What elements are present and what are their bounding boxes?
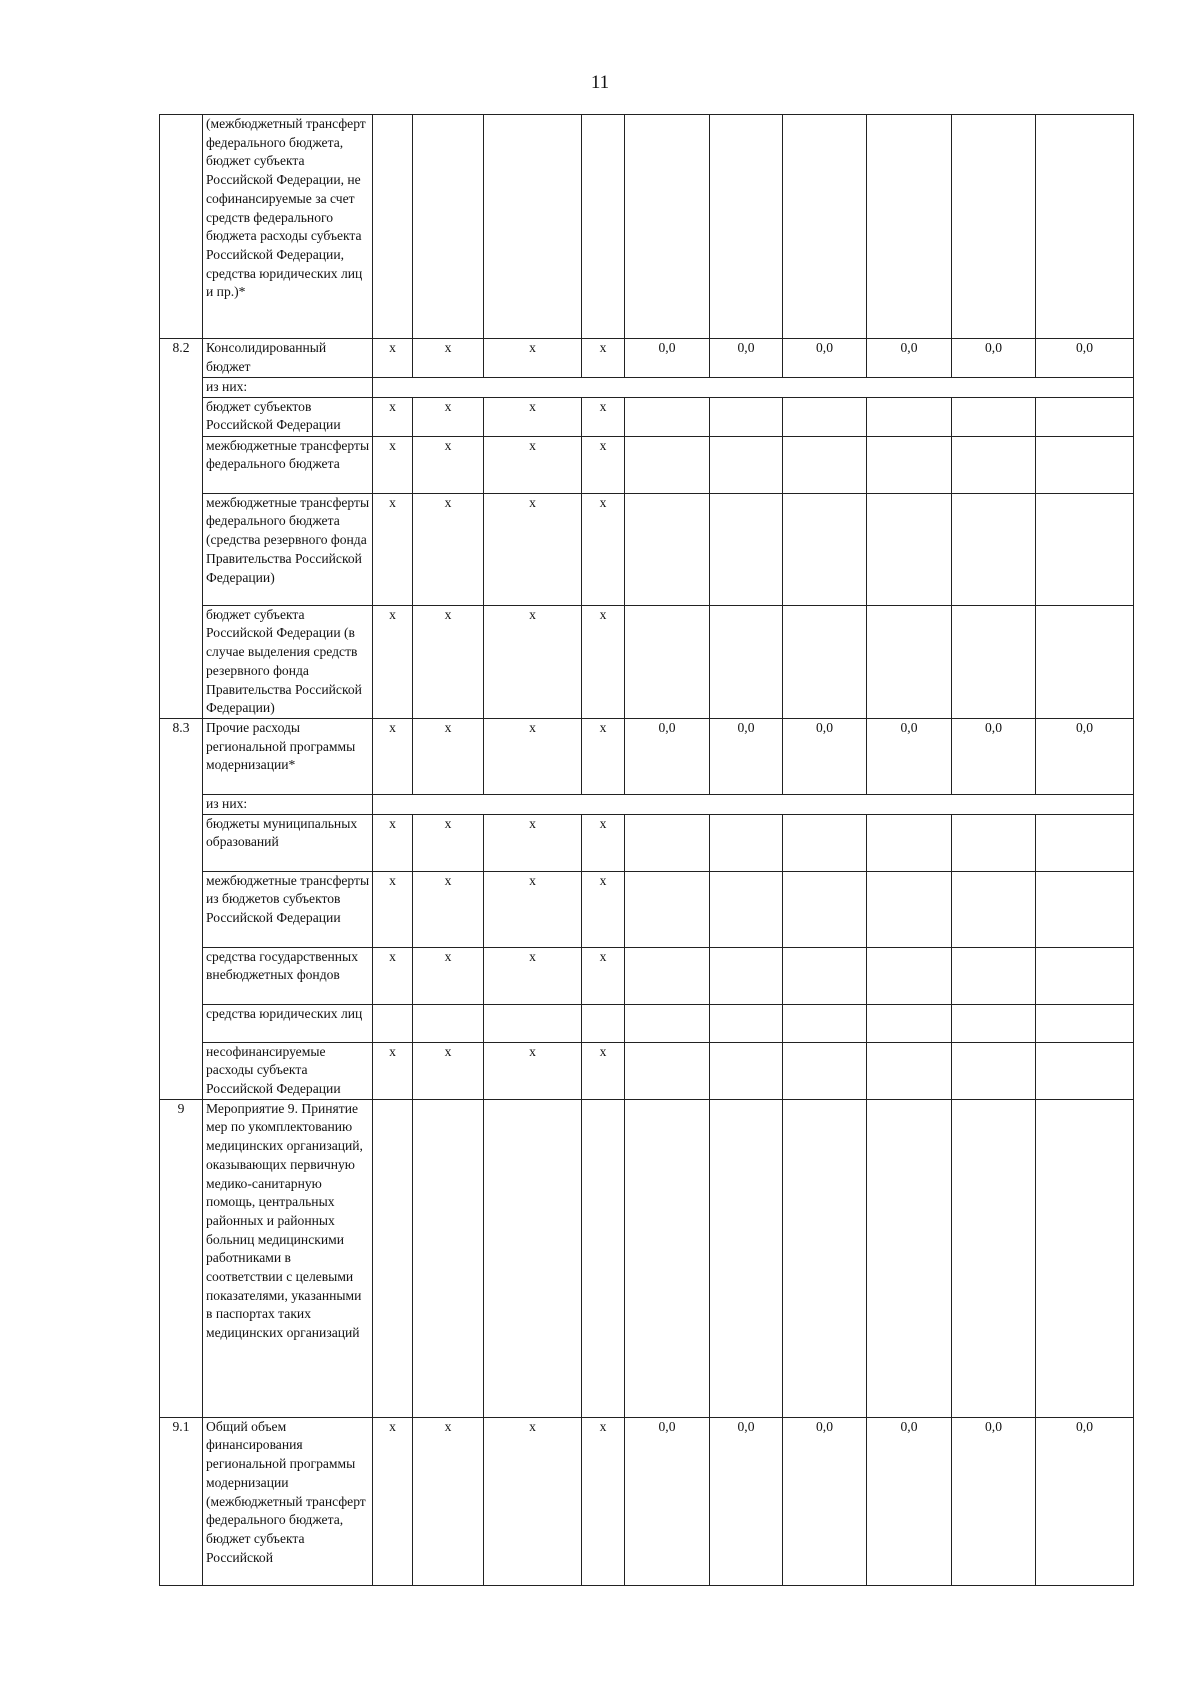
value-cell: x — [582, 397, 625, 436]
value-cell: x — [413, 1042, 484, 1099]
financing-table — [159, 114, 1134, 1586]
value-cell — [710, 814, 783, 871]
value-cell — [625, 605, 710, 718]
value-cell: x — [373, 1042, 413, 1099]
merged-cell — [373, 378, 1134, 398]
value-cell: x — [373, 397, 413, 436]
value-cell — [867, 1099, 952, 1417]
row-number: 8.2 — [160, 339, 203, 719]
table-row — [160, 493, 1134, 605]
value-cell — [710, 871, 783, 947]
value-cell — [783, 397, 867, 436]
value-cell — [867, 397, 952, 436]
value-cell — [710, 1042, 783, 1099]
table-row — [160, 794, 1134, 814]
value-cell — [952, 1099, 1036, 1417]
row-name: (межбюджетный трансферт федерального бюджета, бюджет субъекта Российской Федерации, не софинансируемые за счет средств федерального бюджета расходы субъекта Российской Федерации, средства юридических лиц и пр.)* — [203, 115, 373, 339]
value-cell: 0,0 — [867, 1417, 952, 1585]
row-name: Мероприятие 9. Принятие мер по укомплектованию медицинских организаций, оказывающих первичную медико-санитарную помощь, центральных районных и районных больниц медицинскими работниками в соответствии с целевыми показателями, указанными в паспортах таких медицинских организаций — [203, 1099, 373, 1417]
value-cell — [1036, 115, 1134, 339]
value-cell: 0,0 — [952, 1417, 1036, 1585]
value-cell — [1036, 493, 1134, 605]
value-cell — [867, 605, 952, 718]
value-cell — [952, 397, 1036, 436]
row-name: Общий объем финансирования региональной программы модернизации (межбюджетный трансферт федерального бюджета, бюджет субъекта Российской — [203, 1417, 373, 1585]
value-cell — [625, 436, 710, 493]
value-cell — [710, 605, 783, 718]
value-cell — [867, 493, 952, 605]
value-cell: x — [484, 947, 582, 1004]
value-cell — [952, 947, 1036, 1004]
value-cell — [373, 1004, 413, 1042]
value-cell: x — [373, 947, 413, 1004]
value-cell: 0,0 — [952, 339, 1036, 378]
table-row — [160, 814, 1134, 871]
value-cell — [582, 115, 625, 339]
row-name: из них: — [203, 794, 373, 814]
row-name: бюджет субъектов Российской Федерации — [203, 397, 373, 436]
value-cell — [783, 1099, 867, 1417]
value-cell: x — [413, 436, 484, 493]
value-cell — [783, 1004, 867, 1042]
value-cell — [484, 1004, 582, 1042]
value-cell — [783, 871, 867, 947]
value-cell: x — [582, 1042, 625, 1099]
value-cell: x — [582, 436, 625, 493]
row-name: бюджеты муниципальных образований — [203, 814, 373, 871]
value-cell — [710, 947, 783, 1004]
value-cell: x — [484, 436, 582, 493]
value-cell — [867, 436, 952, 493]
value-cell — [710, 436, 783, 493]
value-cell: x — [582, 718, 625, 794]
value-cell — [582, 1004, 625, 1042]
value-cell: x — [484, 397, 582, 436]
value-cell — [867, 1042, 952, 1099]
value-cell — [952, 605, 1036, 718]
table-row — [160, 605, 1134, 718]
value-cell — [413, 115, 484, 339]
value-cell — [867, 1004, 952, 1042]
value-cell — [373, 1099, 413, 1417]
value-cell — [1036, 1099, 1134, 1417]
value-cell: 0,0 — [625, 718, 710, 794]
row-name: межбюджетные трансферты из бюджетов субъектов Российской Федерации — [203, 871, 373, 947]
value-cell: x — [413, 718, 484, 794]
value-cell: x — [582, 493, 625, 605]
table-row — [160, 718, 1134, 794]
value-cell — [373, 115, 413, 339]
value-cell: x — [413, 947, 484, 1004]
row-name: средства государственных внебюджетных фондов — [203, 947, 373, 1004]
value-cell — [1036, 605, 1134, 718]
value-cell — [710, 115, 783, 339]
value-cell: x — [373, 493, 413, 605]
merged-cell — [373, 794, 1134, 814]
value-cell: x — [413, 1417, 484, 1585]
row-name: Прочие расходы региональной программы модернизации* — [203, 718, 373, 794]
table-row — [160, 436, 1134, 493]
value-cell — [1036, 1042, 1134, 1099]
value-cell: x — [484, 1417, 582, 1585]
value-cell — [783, 605, 867, 718]
value-cell — [783, 1042, 867, 1099]
value-cell: x — [582, 339, 625, 378]
value-cell: x — [582, 814, 625, 871]
value-cell — [625, 1099, 710, 1417]
value-cell: 0,0 — [867, 718, 952, 794]
value-cell: 0,0 — [710, 718, 783, 794]
value-cell — [867, 115, 952, 339]
row-name: Консолидированный бюджет — [203, 339, 373, 378]
table-row — [160, 1042, 1134, 1099]
value-cell: 0,0 — [783, 1417, 867, 1585]
value-cell: 0,0 — [625, 1417, 710, 1585]
value-cell — [484, 1099, 582, 1417]
row-name: межбюджетные трансферты федерального бюджета (средства резервного фонда Правительства Российской Федерации) — [203, 493, 373, 605]
value-cell: x — [413, 493, 484, 605]
value-cell: x — [413, 397, 484, 436]
table-row — [160, 1417, 1134, 1585]
row-name: средства юридических лиц — [203, 1004, 373, 1042]
value-cell — [1036, 947, 1134, 1004]
value-cell: x — [373, 436, 413, 493]
value-cell: x — [413, 605, 484, 718]
table-row — [160, 1099, 1134, 1417]
value-cell: x — [413, 814, 484, 871]
value-cell: x — [484, 814, 582, 871]
value-cell — [783, 493, 867, 605]
page-number: 11 — [590, 72, 610, 93]
value-cell — [1036, 436, 1134, 493]
value-cell — [1036, 1004, 1134, 1042]
value-cell — [783, 436, 867, 493]
row-name: бюджет субъекта Российской Федерации (в случае выделения средств резервного фонда Правительства Российской Федерации) — [203, 605, 373, 718]
value-cell — [582, 1099, 625, 1417]
table-row — [160, 339, 1134, 378]
value-cell — [625, 1042, 710, 1099]
value-cell — [783, 947, 867, 1004]
value-cell: x — [484, 718, 582, 794]
value-cell — [710, 1004, 783, 1042]
value-cell: x — [582, 871, 625, 947]
value-cell: x — [413, 871, 484, 947]
value-cell: x — [582, 1417, 625, 1585]
table-row — [160, 947, 1134, 1004]
value-cell — [952, 115, 1036, 339]
row-number: 9.1 — [160, 1417, 203, 1585]
value-cell: x — [373, 1417, 413, 1585]
value-cell: x — [484, 339, 582, 378]
value-cell: 0,0 — [783, 339, 867, 378]
value-cell: 0,0 — [952, 718, 1036, 794]
value-cell — [1036, 871, 1134, 947]
row-name: несофинансируемые расходы субъекта Российской Федерации — [203, 1042, 373, 1099]
row-name: из них: — [203, 378, 373, 398]
value-cell — [867, 814, 952, 871]
value-cell: x — [413, 339, 484, 378]
value-cell — [625, 871, 710, 947]
row-name: межбюджетные трансферты федерального бюджета — [203, 436, 373, 493]
value-cell: x — [373, 814, 413, 871]
value-cell: 0,0 — [1036, 339, 1134, 378]
table-row — [160, 397, 1134, 436]
value-cell: x — [373, 339, 413, 378]
row-number: 8.3 — [160, 718, 203, 1099]
value-cell — [783, 115, 867, 339]
value-cell — [625, 397, 710, 436]
value-cell — [952, 814, 1036, 871]
value-cell: x — [484, 871, 582, 947]
value-cell — [484, 115, 582, 339]
value-cell: 0,0 — [625, 339, 710, 378]
table-row — [160, 871, 1134, 947]
value-cell: 0,0 — [867, 339, 952, 378]
value-cell — [625, 814, 710, 871]
value-cell — [710, 397, 783, 436]
value-cell: 0,0 — [710, 1417, 783, 1585]
value-cell: x — [373, 718, 413, 794]
value-cell — [952, 1004, 1036, 1042]
value-cell: x — [582, 947, 625, 1004]
value-cell — [413, 1099, 484, 1417]
value-cell: x — [373, 871, 413, 947]
value-cell — [867, 947, 952, 1004]
value-cell — [625, 947, 710, 1004]
value-cell: x — [484, 605, 582, 718]
value-cell — [952, 1042, 1036, 1099]
value-cell — [783, 814, 867, 871]
value-cell — [413, 1004, 484, 1042]
value-cell — [952, 871, 1036, 947]
value-cell — [625, 115, 710, 339]
value-cell: 0,0 — [783, 718, 867, 794]
value-cell — [710, 493, 783, 605]
value-cell: x — [484, 493, 582, 605]
value-cell: x — [582, 605, 625, 718]
row-number — [160, 115, 203, 339]
value-cell — [1036, 397, 1134, 436]
value-cell — [867, 871, 952, 947]
value-cell — [710, 1099, 783, 1417]
table-row — [160, 1004, 1134, 1042]
table-row — [160, 378, 1134, 398]
value-cell — [1036, 814, 1134, 871]
value-cell: x — [373, 605, 413, 718]
value-cell: 0,0 — [710, 339, 783, 378]
value-cell — [952, 493, 1036, 605]
value-cell — [952, 436, 1036, 493]
value-cell — [625, 493, 710, 605]
value-cell: 0,0 — [1036, 718, 1134, 794]
value-cell: 0,0 — [1036, 1417, 1134, 1585]
value-cell: x — [484, 1042, 582, 1099]
row-number: 9 — [160, 1099, 203, 1417]
table-row — [160, 115, 1134, 339]
value-cell — [625, 1004, 710, 1042]
